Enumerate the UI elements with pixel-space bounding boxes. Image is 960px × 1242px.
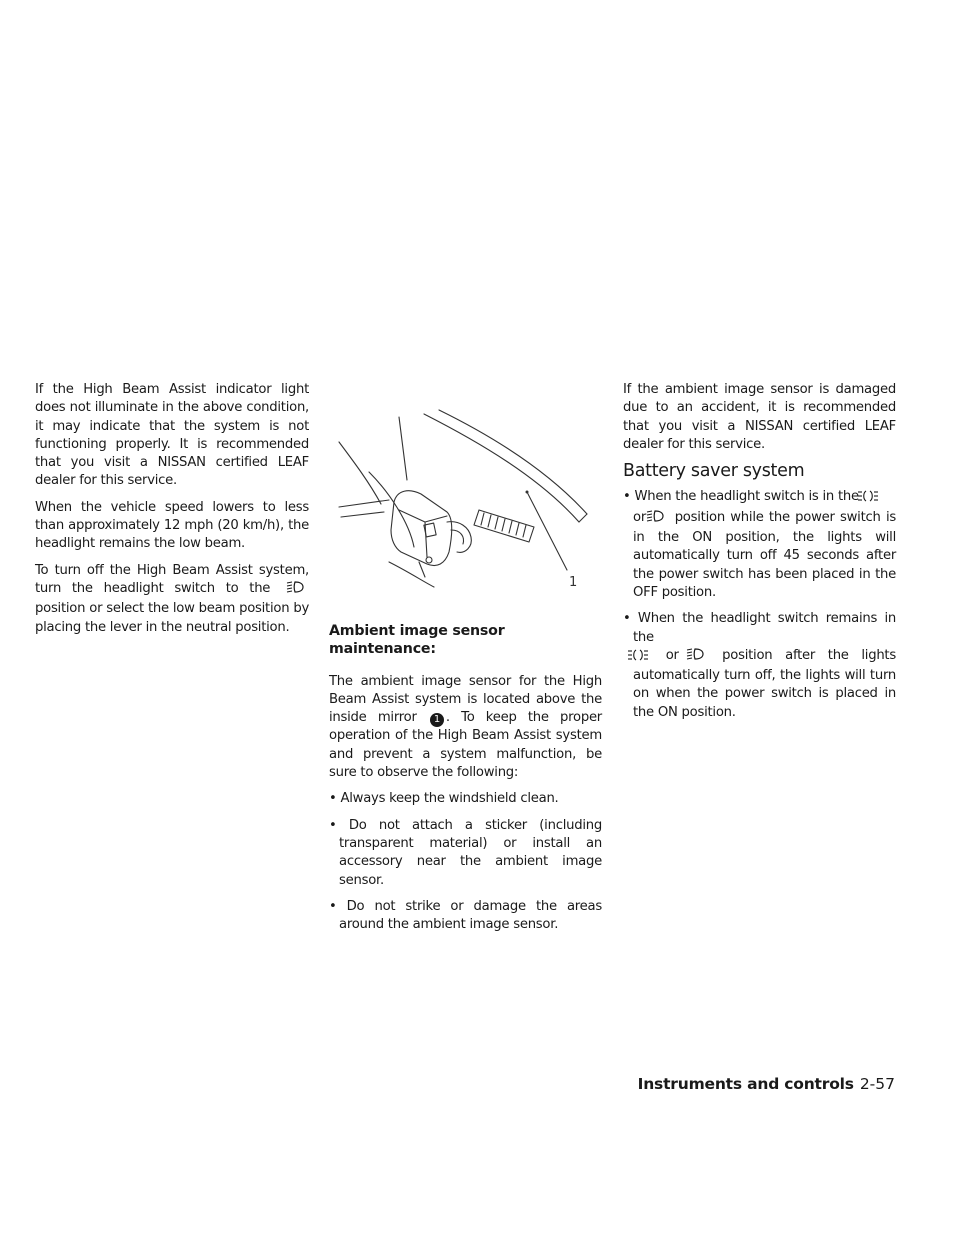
heading-ambient-sensor: Ambient image sensor maintenance:: [329, 623, 505, 658]
headlight-icon: [285, 580, 305, 600]
figure-sensor-illustration: [329, 382, 599, 612]
text-turn-off-a: To turn off the High Beam Assist system, turn the headlight switch to the: [35, 562, 309, 596]
bullet-battery-2: [623, 610, 896, 722]
page-number: 2-57: [859, 1075, 895, 1093]
column-right: [623, 381, 896, 730]
text-b2-a: • When the headlight switch remains in the: [623, 611, 896, 645]
text-turn-off-b: position or select the low beam position by placing the lever in the neutral position.: [35, 601, 309, 635]
bullet-item: • Do not attach a sticker (including transparent material) or install an accessory near the ambient image sensor.: [329, 817, 602, 888]
column-left: [35, 381, 309, 645]
text-b1-a: • When the headlight switch is in the: [623, 489, 859, 505]
text-b2-or: or: [665, 647, 679, 663]
bullet-item: • Always keep the windshield clean.: [329, 791, 559, 807]
footer-section-title: Instruments and controls: [637, 1075, 854, 1093]
text-sensor-b: . To keep the proper operation of the High Beam Assist system and prevent a system malfunction, be sure to observe the following:: [329, 710, 602, 781]
bullet-item: • Do not strike or damage the areas around the ambient image sensor.: [329, 898, 602, 933]
page-footer: [638, 1075, 895, 1093]
paragraph-sensor-damaged: If the ambient image sensor is damaged due to an accident, it is recommended that you visit a NISSAN certified LEAF dealer for this service.: [623, 382, 896, 452]
paragraph-sensor-location: [329, 673, 602, 783]
headlight-icon: [655, 509, 665, 529]
paragraph-indicator-light: If the High Beam Assist indicator light does not illuminate in the above condition, it may indicate that the system is not functioning properly. It is recommended that you visit a NISSAN certified LEAF dealer for this service.: [35, 382, 309, 489]
callout-badge: 1: [430, 713, 444, 727]
parking-light-icon: [637, 649, 649, 667]
column-middle: [329, 622, 602, 942]
headlight-icon: [695, 647, 705, 667]
text-b2-b: position after the lights automatically turn off, the lights will turn on when the power switch is placed in the ON position.: [633, 647, 896, 720]
parking-light-icon: [867, 490, 879, 508]
section-title-battery-saver: Battery saver system: [623, 461, 805, 482]
figure-callout-label: 1: [569, 575, 578, 590]
text-sensor-a: The ambient image sensor for the High Beam Assist system is located above the inside mirror: [329, 673, 602, 726]
text-b1-b: position while the power switch is in the ON position, the lights will automatically turn off 45 seconds after the power switch has been placed in the OFF position.: [633, 509, 896, 600]
text-b1-or: or: [633, 509, 646, 525]
paragraph-turn-off: [35, 562, 309, 637]
sensor-illustration: [329, 382, 599, 612]
paragraph-speed-low-beam: When the vehicle speed lowers to less than approximately 12 mph (20 km/h), the headlight remains the low beam.: [35, 499, 309, 552]
bullet-battery-1: [623, 488, 896, 602]
